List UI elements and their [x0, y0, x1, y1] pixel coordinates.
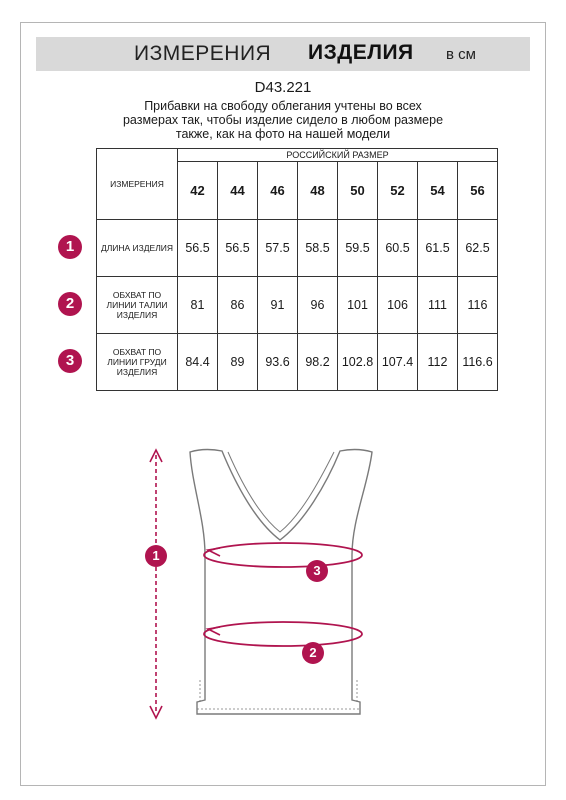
diagram-badge-1: 1	[145, 545, 167, 567]
value-cell: 107.4	[378, 334, 418, 391]
value-cell: 60.5	[378, 220, 418, 277]
value-cell: 58.5	[298, 220, 338, 277]
title-part-1: ИЗМЕРЕНИЯ	[134, 42, 272, 65]
corner-label: ИЗМЕРЕНИЯ	[97, 149, 178, 220]
size-cell: 50	[338, 162, 378, 220]
size-cell: 46	[258, 162, 298, 220]
row-label: ДЛИНА ИЗДЕЛИЯ	[97, 220, 178, 277]
row-label: ОБХВАТ ПО ЛИНИИ ГРУДИ ИЗДЕЛИЯ	[97, 334, 178, 391]
value-cell: 116.6	[458, 334, 498, 391]
value-cell: 81	[178, 277, 218, 334]
value-cell: 96	[298, 277, 338, 334]
size-cell: 44	[218, 162, 258, 220]
measure-badge-3: 3	[58, 349, 82, 373]
value-cell: 62.5	[458, 220, 498, 277]
value-cell: 116	[458, 277, 498, 334]
value-cell: 112	[418, 334, 458, 391]
fit-note: Прибавки на свободу облегания учтены во всех размерах так, чтобы изделие сидело в любом размере также, как на фото на нашей модели	[122, 99, 444, 141]
value-cell: 111	[418, 277, 458, 334]
size-cell: 56	[458, 162, 498, 220]
diagram-badge-2: 2	[302, 642, 324, 664]
value-cell: 84.4	[178, 334, 218, 391]
value-cell: 106	[378, 277, 418, 334]
diagram-badge-3: 3	[306, 560, 328, 582]
article-code: D43.221	[254, 79, 312, 96]
value-cell: 93.6	[258, 334, 298, 391]
value-cell: 59.5	[338, 220, 378, 277]
value-cell: 56.5	[178, 220, 218, 277]
value-cell: 98.2	[298, 334, 338, 391]
size-cell: 48	[298, 162, 338, 220]
value-cell: 61.5	[418, 220, 458, 277]
unit-label: в см	[446, 46, 476, 63]
size-cell: 42	[178, 162, 218, 220]
size-cell: 52	[378, 162, 418, 220]
value-cell: 89	[218, 334, 258, 391]
row-label: ОБХВАТ ПО ЛИНИИ ТАЛИИ ИЗДЕЛИЯ	[97, 277, 178, 334]
neckline-trim	[228, 452, 334, 532]
title-part-2: ИЗДЕЛИЯ	[308, 41, 414, 64]
value-cell: 101	[338, 277, 378, 334]
value-cell: 102.8	[338, 334, 378, 391]
length-measure	[150, 450, 162, 718]
size-system-label: РОССИЙСКИЙ РАЗМЕР	[178, 149, 498, 162]
top-outline	[190, 450, 372, 714]
measure-badge-2: 2	[58, 292, 82, 316]
value-cell: 86	[218, 277, 258, 334]
chest-measure	[204, 543, 362, 567]
value-cell: 57.5	[258, 220, 298, 277]
value-cell: 56.5	[218, 220, 258, 277]
waist-measure	[204, 622, 362, 646]
size-cell: 54	[418, 162, 458, 220]
measure-badge-1: 1	[58, 235, 82, 259]
value-cell: 91	[258, 277, 298, 334]
